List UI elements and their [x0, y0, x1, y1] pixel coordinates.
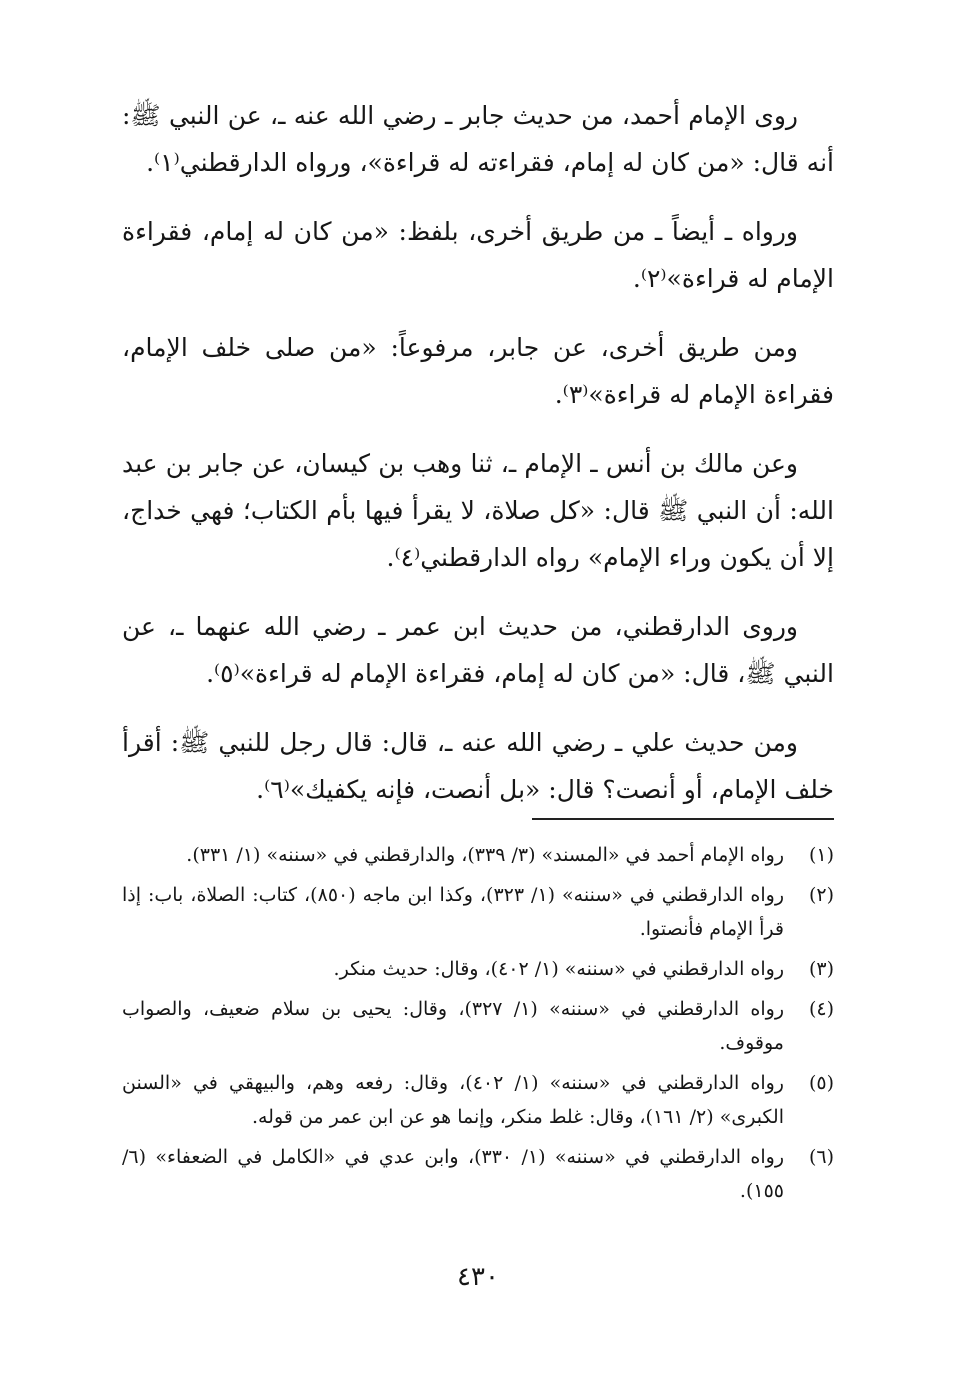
footnote-number: (٤): [808, 998, 834, 1020]
footnote-text: رواه الدارقطني في «سننه» (١/ ٣٢٧)، وقال: يحيى بن سلام ضعيف، والصواب موقوف.: [122, 998, 784, 1054]
footnote: [122, 878, 834, 946]
footnotes: [122, 838, 834, 1214]
footnote-text: رواه الدارقطني في «سننه» (١/ ٣٣٠)، وابن عدي في «الكامل في الضعفاء» (٦/ ١٥٥).: [122, 1146, 784, 1202]
footnote-separator: [532, 818, 834, 820]
page-number: ٤٣٠: [457, 1262, 499, 1292]
footnote-number: (٣): [808, 958, 834, 980]
footnote: [122, 838, 834, 872]
footnote: [122, 992, 834, 1060]
paragraph: وروى الدارقطني، من حديث ابن عمر ـ رضي الله عنهما ـ، عن النبي ﷺ، قال: «من كان له إمام، فقراءة الإمام له قراءة»⁽٥⁾.: [122, 612, 834, 688]
footnote-text: رواه الإمام أحمد في «المسند» (٣/ ٣٣٩)، والدارقطني في «سننه» (١/ ٣٣١).: [186, 844, 784, 866]
paragraph: وعن مالك بن أنس ـ الإمام ـ، ثنا وهب بن كيسان، عن جابر بن عبد الله: أن النبي ﷺ قال: «كل صلاة، لا يقرأ فيها بأم الكتاب؛ فهي خداج، إلا أن يكون وراء الإمام» رواه الدارقطني⁽٤⁾.: [122, 449, 834, 572]
footnote-number: (٥): [808, 1072, 834, 1094]
footnote-number: (٢): [808, 884, 834, 906]
paragraph: ومن طريق أخرى، عن جابر، مرفوعاً: «من صلى خلف الإمام، فقراءة الإمام له قراءة»⁽٣⁾.: [122, 333, 834, 409]
paragraph: ومن حديث علي ـ رضي الله عنه ـ، قال: قال رجل للنبي ﷺ: أقرأ خلف الإمام، أو أنصت؟ قال: «بل أنصت، فإنه يكفيك»⁽٦⁾.: [122, 728, 834, 804]
paragraph: ورواه ـ أيضاً ـ من طريق أخرى، بلفظ: «من كان له إمام، فقراءة الإمام له قراءة»⁽٢⁾.: [122, 217, 834, 293]
paragraph: روى الإمام أحمد، من حديث جابر ـ رضي الله عنه ـ، عن النبي ﷺ: أنه قال: «من كان له إمام، فقراءته له قراءة»، ورواه الدارقطني⁽١⁾.: [122, 101, 834, 177]
footnote: [122, 952, 834, 986]
footnote-number: (٦): [808, 1146, 834, 1168]
footnote: [122, 1066, 834, 1134]
main-text: [122, 92, 834, 835]
footnote: [122, 1140, 834, 1208]
footnote-text: رواه الدارقطني في «سننه» (١/ ٤٠٢)، وقال: حديث منكر.: [333, 958, 784, 980]
footnote-text: رواه الدارقطني في «سننه» (١/ ٤٠٢)، وقال: رفعه وهم، والبيهقي في «السنن الكبرى» (٢/ ١٦١)، وقال: غلط منكر، وإنما هو عن ابن عمر من قوله.: [122, 1072, 784, 1128]
footnote-text: رواه الدارقطني في «سننه» (١/ ٣٢٣)، وكذا ابن ماجه (٨٥٠)، كتاب: الصلاة، باب: إذا قرأ الإمام فأنصتوا.: [122, 884, 784, 940]
footnote-number: (١): [808, 844, 834, 866]
